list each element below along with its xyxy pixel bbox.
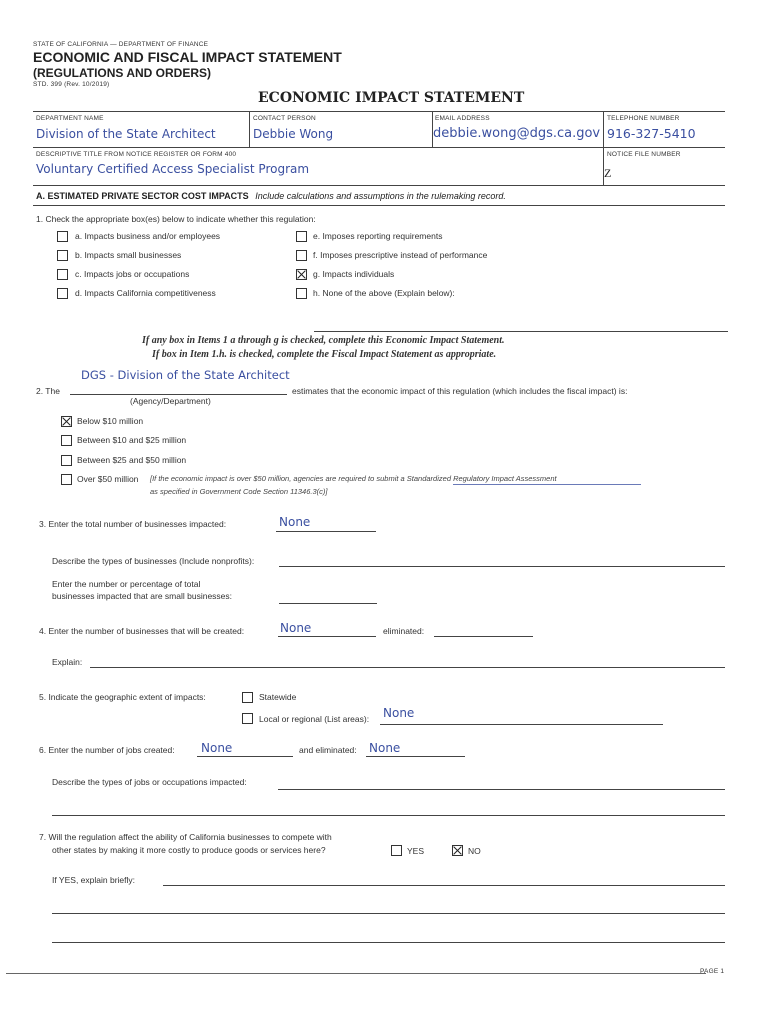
- q3-value[interactable]: None: [279, 515, 311, 529]
- impact-10-25m: Between $10 and $25 million: [77, 435, 187, 445]
- section-a-heading: A. ESTIMATED PRIVATE SECTOR COST IMPACTS Include calculations and assumptions in the rulemaking record.: [36, 191, 506, 201]
- explain-line-1h[interactable]: [314, 331, 728, 332]
- q5-statewide-label: Statewide: [259, 692, 297, 702]
- agency-line: STATE OF CALIFORNIA — DEPARTMENT OF FINANCE: [33, 41, 209, 48]
- q6-types-input[interactable]: [278, 789, 725, 790]
- desc-label: DESCRIPTIVE TITLE FROM NOTICE REGISTER OR FORM 400: [36, 151, 237, 158]
- q3-types-input[interactable]: [279, 566, 725, 567]
- dept-value[interactable]: Division of the State Architect: [36, 127, 216, 141]
- q3-small-label-2: businesses impacted that are small businesses:: [52, 591, 233, 601]
- q4-value[interactable]: None: [280, 621, 312, 635]
- checkbox-local[interactable]: [242, 713, 253, 724]
- q4-eliminated-input[interactable]: [434, 636, 533, 637]
- email-label: EMAIL ADDRESS: [435, 115, 490, 122]
- section-title: ECONOMIC IMPACT STATEMENT: [258, 90, 525, 106]
- q6-types-label: Describe the types of jobs or occupations impacted:: [52, 777, 247, 787]
- option-1e: e. Imposes reporting requirements: [313, 231, 443, 241]
- impact-below-10m: Below $10 million: [77, 416, 144, 426]
- form-id: STD. 399 (Rev. 10/2019): [33, 81, 110, 88]
- form-title: ECONOMIC AND FISCAL IMPACT STATEMENT: [33, 49, 342, 65]
- q7-explain-input[interactable]: [163, 885, 725, 886]
- q7-no-label: NO: [468, 846, 481, 856]
- contact-value[interactable]: Debbie Wong: [253, 127, 334, 141]
- over50-note-2: as specified in Government Code Section 11346.3(c)]: [150, 487, 328, 496]
- desc-value[interactable]: Voluntary Certified Access Specialist Program: [36, 162, 310, 176]
- q7-explain-label: If YES, explain briefly:: [52, 875, 135, 885]
- q4-explain-input[interactable]: [90, 667, 725, 668]
- q6-types-input-2[interactable]: [52, 815, 725, 816]
- section-a-note: Include calculations and assumptions in the rulemaking record.: [255, 191, 506, 201]
- notice-label: NOTICE FILE NUMBER: [607, 151, 681, 158]
- q6-eliminated-label: and eliminated:: [299, 745, 357, 755]
- email-value[interactable]: debbie.wong@dgs.ca.gov: [433, 126, 601, 141]
- option-1a: a. Impacts business and/or employees: [75, 231, 221, 241]
- checkbox-impact-25-50m[interactable]: [61, 455, 72, 466]
- notice-value[interactable]: Z: [604, 166, 612, 180]
- checkbox-1a[interactable]: [57, 231, 68, 242]
- checkbox-1b[interactable]: [57, 250, 68, 261]
- q4-prompt: 4. Enter the number of businesses that will be created:: [39, 626, 245, 636]
- q2-prefix: 2. The: [36, 386, 60, 396]
- q7-prompt-1: 7. Will the regulation affect the ability of California businesses to compete with: [39, 832, 332, 842]
- checkbox-1e[interactable]: [296, 231, 307, 242]
- phone-label: TELEPHONE NUMBER: [607, 115, 680, 122]
- q4-eliminated-label: eliminated:: [383, 626, 425, 636]
- q7-yes-label: YES: [407, 846, 425, 856]
- option-1f: f. Imposes prescriptive instead of performance: [313, 250, 488, 260]
- note-item-1h: If box in Item 1.h. is checked, complete the Fiscal Impact Statement as appropriate.: [152, 349, 497, 360]
- q2-agency-value[interactable]: DGS - Division of the State Architect: [81, 368, 290, 382]
- note-items-1a-g: If any box in Items 1 a through g is checked, complete this Economic Impact Statement.: [142, 335, 505, 346]
- checkbox-q7-yes[interactable]: [391, 845, 402, 856]
- checkbox-1c[interactable]: [57, 269, 68, 280]
- q5-prompt: 5. Indicate the geographic extent of impacts:: [39, 692, 206, 702]
- q2-agency-label: (Agency/Department): [130, 396, 211, 406]
- q3-types-label: Describe the types of businesses (Include nonprofits):: [52, 556, 255, 566]
- q3-small-input[interactable]: [279, 603, 377, 604]
- q1-prompt: 1. Check the appropriate box(es) below to indicate whether this regulation:: [36, 214, 316, 224]
- option-1h: h. None of the above (Explain below):: [313, 288, 455, 298]
- checkbox-statewide[interactable]: [242, 692, 253, 703]
- q5-local-label: Local or regional (List areas):: [259, 714, 370, 724]
- form-subtitle: (REGULATIONS AND ORDERS): [33, 66, 211, 80]
- checkbox-q7-no[interactable]: [452, 845, 463, 856]
- checkbox-1d[interactable]: [57, 288, 68, 299]
- option-1b: b. Impacts small businesses: [75, 250, 182, 260]
- q6-created-value[interactable]: None: [201, 741, 233, 755]
- checkbox-impact-10-25m[interactable]: [61, 435, 72, 446]
- q7-explain-input-2[interactable]: [52, 913, 725, 914]
- q3-prompt: 3. Enter the total number of businesses impacted:: [39, 519, 227, 529]
- contact-label: CONTACT PERSON: [253, 115, 316, 122]
- option-1c: c. Impacts jobs or occupations: [75, 269, 190, 279]
- impact-over-50m: Over $50 million: [77, 474, 139, 484]
- over50-note-1: [If the economic impact is over $50 million, agencies are required to submit a Standardized Regulatory Impact Assessment: [150, 474, 557, 483]
- checkbox-impact-over-50m[interactable]: [61, 474, 72, 485]
- option-1g: g. Impacts individuals: [313, 269, 395, 279]
- page-number: PAGE 1: [700, 968, 725, 975]
- checkbox-impact-below-10m[interactable]: [61, 416, 72, 427]
- q3-small-label-1: Enter the number or percentage of total: [52, 579, 201, 589]
- q2-suffix: estimates that the economic impact of this regulation (which includes the fiscal impact) is:: [292, 386, 628, 396]
- phone-value[interactable]: 916-327-5410: [607, 126, 696, 141]
- q5-local-value[interactable]: None: [383, 706, 415, 720]
- dept-label: DEPARTMENT NAME: [36, 115, 104, 122]
- checkbox-1g[interactable]: [296, 269, 307, 280]
- impact-25-50m: Between $25 and $50 million: [77, 455, 187, 465]
- checkbox-1h[interactable]: [296, 288, 307, 299]
- option-1d: d. Impacts California competitiveness: [75, 288, 216, 298]
- q7-explain-input-3[interactable]: [52, 942, 725, 943]
- q4-explain-label: Explain:: [52, 657, 83, 667]
- checkbox-1f[interactable]: [296, 250, 307, 261]
- q6-prompt: 6. Enter the number of jobs created:: [39, 745, 175, 755]
- q6-eliminated-value[interactable]: None: [369, 741, 401, 755]
- q7-prompt-2: other states by making it more costly to produce goods or services here?: [52, 845, 326, 855]
